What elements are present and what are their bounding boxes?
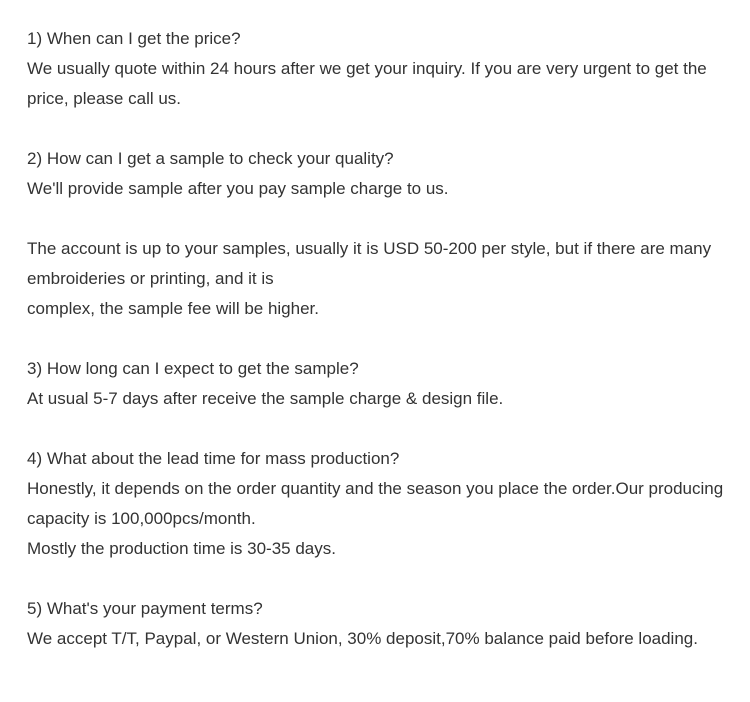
faq-question: 1) When can I get the price? — [27, 29, 241, 48]
faq-question: 3) How long can I expect to get the sample? — [27, 359, 359, 378]
faq-item-3 — [27, 354, 727, 414]
faq-answer-line: Honestly, it depends on the order quantity and the season you place the order.Our producing capacity is 100,000pcs/month. — [27, 479, 724, 528]
faq-question: 4) What about the lead time for mass production? — [27, 449, 400, 468]
paragraph-gap — [27, 414, 727, 444]
faq-answer-line: The account is up to your samples, usually it is USD 50-200 per style, but if there are many embroideries or printing, and it is — [27, 239, 712, 288]
faq-answer-line: Mostly the production time is 30-35 days. — [27, 539, 336, 558]
faq-answer-line: We accept T/T, Paypal, or Western Union, 30% deposit,70% balance paid before loading. — [27, 629, 698, 648]
paragraph-gap — [27, 324, 727, 354]
faq-content — [27, 24, 727, 654]
faq-question: 2) How can I get a sample to check your quality? — [27, 149, 394, 168]
paragraph-gap — [27, 564, 727, 594]
faq-item-1 — [27, 24, 727, 114]
paragraph-gap — [27, 204, 727, 234]
faq-question: 5) What's your payment terms? — [27, 599, 263, 618]
faq-item-5 — [27, 594, 727, 654]
faq-answer-line: We'll provide sample after you pay sample charge to us. — [27, 179, 449, 198]
faq-item-2-details — [27, 234, 727, 324]
faq-answer-line: We usually quote within 24 hours after we get your inquiry. If you are very urgent to get the price, please call us. — [27, 59, 707, 108]
faq-item-2 — [27, 144, 727, 204]
faq-item-4 — [27, 444, 727, 564]
paragraph-gap — [27, 114, 727, 144]
faq-answer-line: At usual 5-7 days after receive the sample charge & design file. — [27, 389, 504, 408]
faq-answer-line: complex, the sample fee will be higher. — [27, 299, 319, 318]
